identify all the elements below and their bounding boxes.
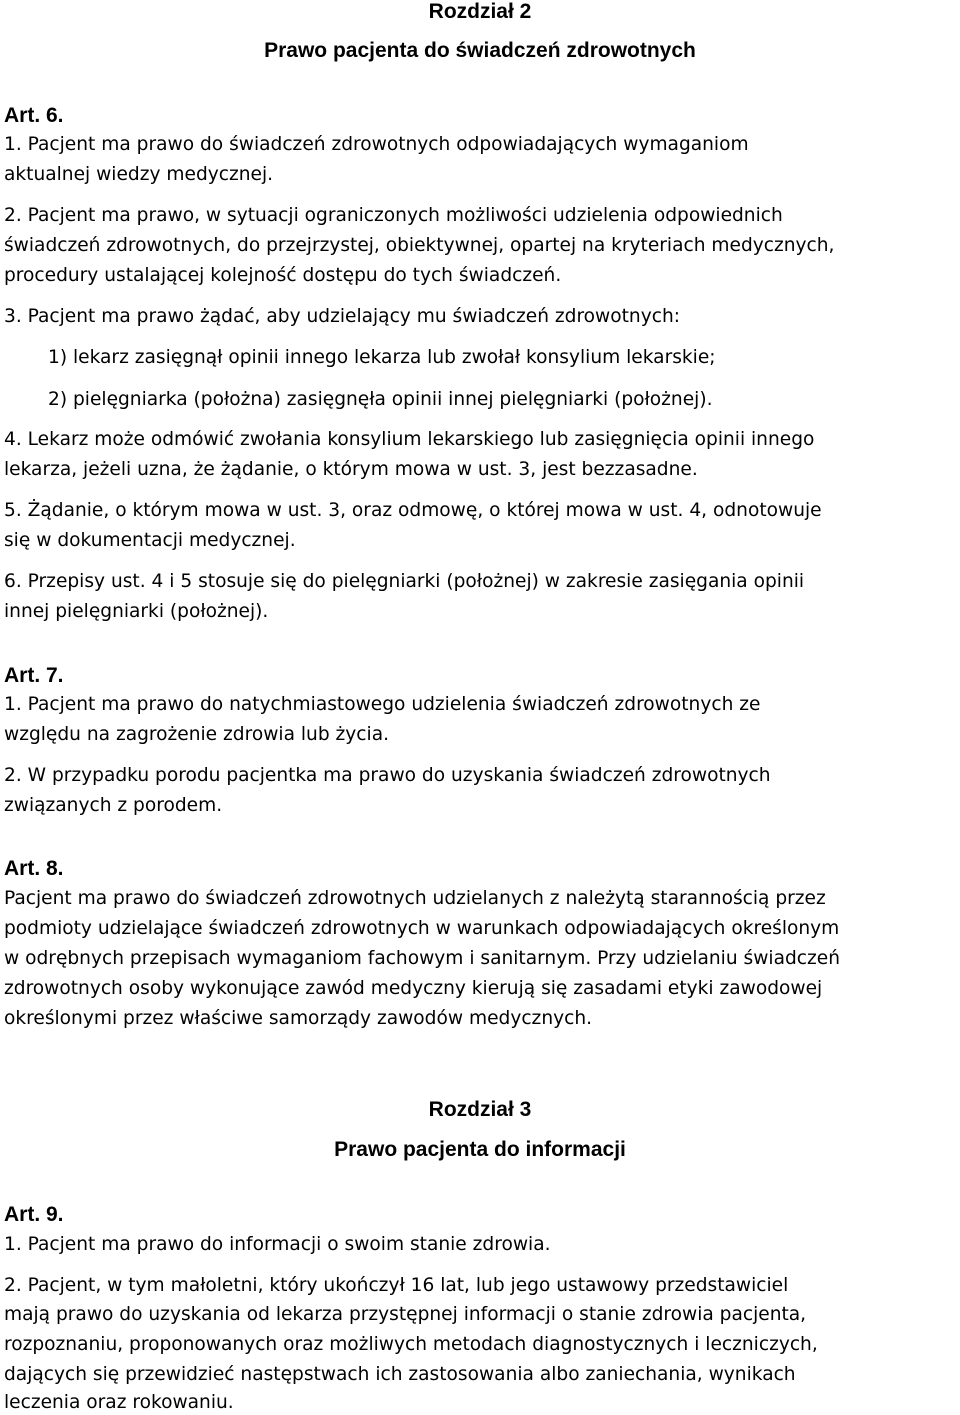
art-9-p2-line-5: leczenia oraz rokowaniu.	[4, 1392, 234, 1413]
art-7-p2-line-1: 2. W przypadku porodu pacjentka ma prawo do uzyskania świadczeń zdrowotnych	[4, 765, 771, 786]
chapter-3-title: Prawo pacjenta do informacji	[334, 1138, 626, 1161]
art-7-p1-line-1: 1. Pacjent ma prawo do natychmiastowego udzielenia świadczeń zdrowotnych ze	[4, 694, 761, 715]
art-6-p3-line-1: 3. Pacjent ma prawo żądać, aby udzielający mu świadczeń zdrowotnych:	[4, 306, 680, 327]
art-6-p5-line-2: się w dokumentacji medycznej.	[4, 530, 296, 551]
chapter-3-heading: Rozdział 3	[428, 1098, 532, 1121]
art-9-label: Art. 9.	[4, 1203, 64, 1226]
art-6-p2-line-2: świadczeń zdrowotnych, do przejrzystej, obiektywnej, opartej na kryteriach medycznych,	[4, 235, 835, 256]
art-6-p2-line-3: procedury ustalającej kolejność dostępu do tych świadczeń.	[4, 265, 562, 286]
art-6-p6-line-2: innej pielęgniarki (położnej).	[4, 601, 269, 622]
chapter-2-heading: Rozdział 2	[428, 0, 532, 23]
art-8-line-1: Pacjent ma prawo do świadczeń zdrowotnych udzielanych z należytą starannością przez	[4, 888, 826, 909]
art-6-p1-line-1: 1. Pacjent ma prawo do świadczeń zdrowotnych odpowiadających wymaganiom	[4, 134, 749, 155]
art-6-p1-line-2: aktualnej wiedzy medycznej.	[4, 164, 274, 185]
art-8-label: Art. 8.	[4, 857, 64, 880]
art-8-line-4: zdrowotnych osoby wykonujące zawód medyczny kierują się zasadami etyki zawodowej	[4, 978, 823, 999]
art-8-line-3: w odrębnych przepisach wymaganiom fachowym i sanitarnym. Przy udzielaniu świadczeń	[4, 948, 840, 969]
art-7-p1-line-2: względu na zagrożenie zdrowia lub życia.	[4, 724, 390, 745]
art-7-p2-line-2: związanych z porodem.	[4, 795, 223, 816]
art-8-line-5: określonymi przez właściwe samorządy zawodów medycznych.	[4, 1008, 593, 1029]
art-9-p2-line-4: dających się przewidzieć następstwach ich zastosowania albo zaniechania, wynikach	[4, 1364, 796, 1385]
art-6-p4-line-2: lekarza, jeżeli uzna, że żądanie, o którym mowa w ust. 3, jest bezzasadne.	[4, 459, 698, 480]
art-9-p2-line-1: 2. Pacjent, w tym małoletni, który ukończył 16 lat, lub jego ustawowy przedstawiciel	[4, 1275, 789, 1296]
chapter-2-title: Prawo pacjenta do świadczeń zdrowotnych	[264, 39, 696, 62]
art-8-line-2: podmioty udzielające świadczeń zdrowotnych w warunkach odpowiadających określonym	[4, 918, 840, 939]
art-6-label: Art. 6.	[4, 104, 64, 127]
document-page	[4, 0, 956, 1413]
art-6-p3-item-1: 1) lekarz zasięgnął opinii innego lekarza lub zwołał konsylium lekarskie;	[48, 347, 716, 368]
art-6-p2-line-1: 2. Pacjent ma prawo, w sytuacji ograniczonych możliwości udzielenia odpowiednich	[4, 205, 783, 226]
art-6-p5-line-1: 5. Żądanie, o którym mowa w ust. 3, oraz odmowę, o której mowa w ust. 4, odnotowuje	[4, 500, 822, 521]
art-9-p2-line-2: mają prawo do uzyskania od lekarza przystępnej informacji o stanie zdrowia pacjenta,	[4, 1304, 807, 1325]
art-6-p3-item-2: 2) pielęgniarka (położna) zasięgnęła opinii innej pielęgniarki (położnej).	[48, 389, 713, 410]
art-9-p1-line-1: 1. Pacjent ma prawo do informacji o swoim stanie zdrowia.	[4, 1234, 551, 1255]
art-6-p6-line-1: 6. Przepisy ust. 4 i 5 stosuje się do pielęgniarki (położnej) w zakresie zasięgania opinii	[4, 571, 805, 592]
art-6-p4-line-1: 4. Lekarz może odmówić zwołania konsylium lekarskiego lub zasięgnięcia opinii innego	[4, 429, 815, 450]
art-9-p2-line-3: rozpoznaniu, proponowanych oraz możliwych metodach diagnostycznych i leczniczych,	[4, 1334, 818, 1355]
art-7-label: Art. 7.	[4, 664, 64, 687]
